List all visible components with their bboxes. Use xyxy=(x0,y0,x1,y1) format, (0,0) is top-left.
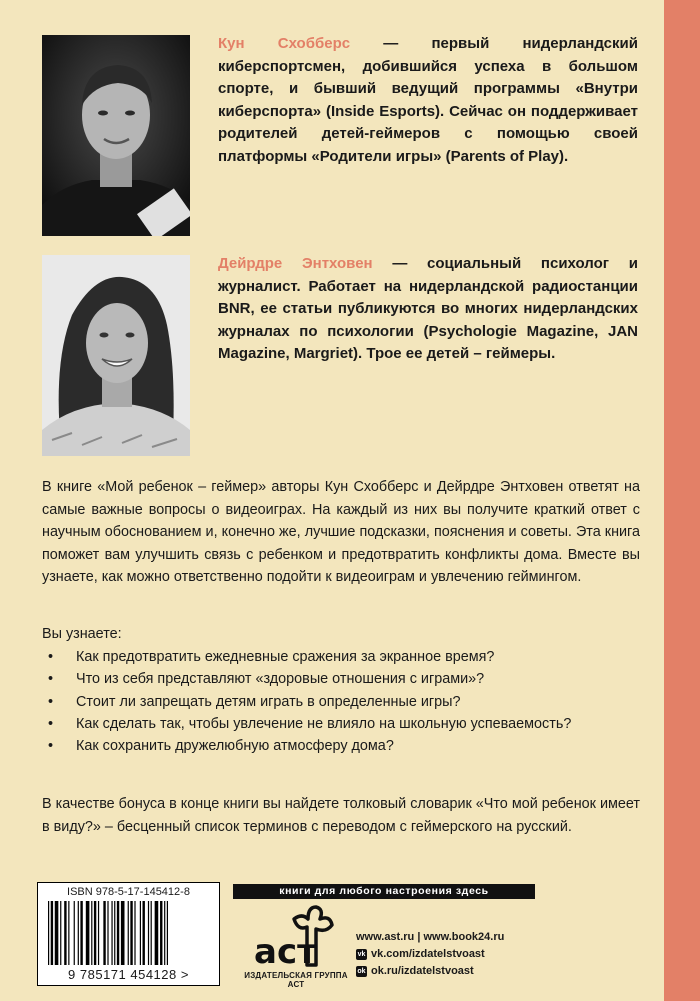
author-photo-enthoven xyxy=(42,255,190,456)
logo-wordmark: аст xyxy=(254,932,317,971)
isbn-label: ISBN 978-5-17-145412-8 xyxy=(67,886,190,898)
barcode-bar xyxy=(164,901,165,965)
barcode-bar xyxy=(151,901,152,965)
barcode-bar xyxy=(134,901,135,965)
author-bio-enthoven xyxy=(218,253,638,366)
ast-logo xyxy=(252,905,336,971)
bullet-icon: • xyxy=(48,715,54,732)
publisher-name: ИЗДАТЕЛЬСКАЯ ГРУППА АСТ xyxy=(244,971,348,989)
barcode-bar xyxy=(64,901,66,965)
list-item: • Стоит ли запрещать детям играть в определенные игры? xyxy=(42,691,640,713)
barcode-bar xyxy=(60,901,61,965)
barcode-bar xyxy=(148,901,149,965)
barcode-bar xyxy=(167,901,168,965)
learn-title: Вы узнаете: xyxy=(42,626,122,642)
author-name: Дейрдре Энтховен xyxy=(218,255,373,272)
bullet-icon: • xyxy=(48,693,54,710)
learn-list xyxy=(42,646,640,757)
barcode-bar xyxy=(48,901,49,965)
bullet-icon: • xyxy=(48,649,54,665)
barcode-bar xyxy=(80,901,82,965)
barcode-bar xyxy=(128,901,129,965)
barcode-bar xyxy=(68,901,69,965)
barcode-bar xyxy=(130,901,132,965)
barcode-bar xyxy=(78,901,79,965)
barcode-bar xyxy=(155,901,159,965)
vk-icon: vk xyxy=(357,950,366,958)
website-links: www.ast.ru | www.book24.ru xyxy=(356,931,505,943)
barcode-bar xyxy=(55,901,59,965)
barcode-bar xyxy=(114,901,115,965)
barcode-bar xyxy=(107,901,108,965)
author-name: Кун Схобберс xyxy=(218,35,351,52)
barcode-bar xyxy=(98,901,99,965)
list-item: • Как предотвратить ежедневные сражения за экранное время? xyxy=(42,646,640,668)
barcode-bar xyxy=(103,901,105,965)
ok-icon: ok xyxy=(357,967,366,975)
author-bio-text: — первый нидерландский киберспортсмен, добившийся успеха в большом спорте, и бывший ведущий программы «Внутри киберспорта» (Inside Esports). Сейчас он поддерживает родителей детей-геймеров с помощью своей платформы «Родители игры» (Parents of Play). xyxy=(218,35,638,165)
spine-stripe xyxy=(664,0,700,1001)
barcode-bar xyxy=(51,901,53,965)
list-item: • Как сохранить дружелюбную атмосферу дома? xyxy=(42,735,640,757)
ok-link[interactable]: ok ok.ru/izdatelstvoast xyxy=(357,965,474,977)
author-bio-text: — социальный психолог и журналист. Работает на нидерландской радиостанции BNR, ее статьи публикуются во многих нидерландских журналах по психологии (Psychologie Magazine, JAN Magazine, Margriet). Трое ее детей – геймеры. xyxy=(218,255,638,362)
list-item: • Как сделать так, чтобы увлечение не влияло на школьную успеваемость? xyxy=(42,713,640,735)
barcode-icon xyxy=(46,901,211,965)
bullet-icon: • xyxy=(48,671,54,688)
bullet-icon: • xyxy=(48,738,54,755)
author-bio-schobbers xyxy=(218,33,638,168)
barcode-bar xyxy=(121,901,125,965)
barcode-bar xyxy=(117,901,119,965)
bonus-text: В качестве бонуса в конце книги вы найдете толковый словарик «Что мой ребенок имеет в виду?» – бесценный список терминов с переводом с геймерского на русский. xyxy=(42,796,640,835)
publisher-links xyxy=(356,930,504,981)
barcode-bar xyxy=(86,901,90,965)
barcode-bar xyxy=(94,901,96,965)
barcode-bar xyxy=(111,901,112,965)
book-description: В книге «Мой ребенок – геймер» авторы Кун Схобберс и Дейрдре Энтховен ответят на самые важные вопросы о видеоиграх. На каждый из них вы получите краткий ответ с научным обоснованием и, конечно же, лучшие подсказки, пояснения и советы. Эта книга поможет вам улучшить связь с ребенком и предотвратить конфликты дома. Вместе вы узнаете, как можно ответственно подойти к видеоиграм и увлечению геймингом. xyxy=(42,479,640,586)
barcode-bar xyxy=(74,901,75,965)
barcode-bar xyxy=(91,901,92,965)
author-photo-schobbers xyxy=(42,35,190,236)
ean-number: 9 785171 454128 > xyxy=(68,967,189,982)
list-item: • Что из себя представляют «здоровые отношения с играми»? xyxy=(42,668,640,690)
slogan-banner: книги для любого настроения здесь xyxy=(233,884,535,899)
barcode-bar xyxy=(160,901,162,965)
vk-link[interactable]: vk vk.com/izdatelstvoast xyxy=(357,948,485,960)
barcode-bar xyxy=(140,901,141,965)
barcode-panel xyxy=(37,882,220,986)
barcode-bar xyxy=(143,901,145,965)
